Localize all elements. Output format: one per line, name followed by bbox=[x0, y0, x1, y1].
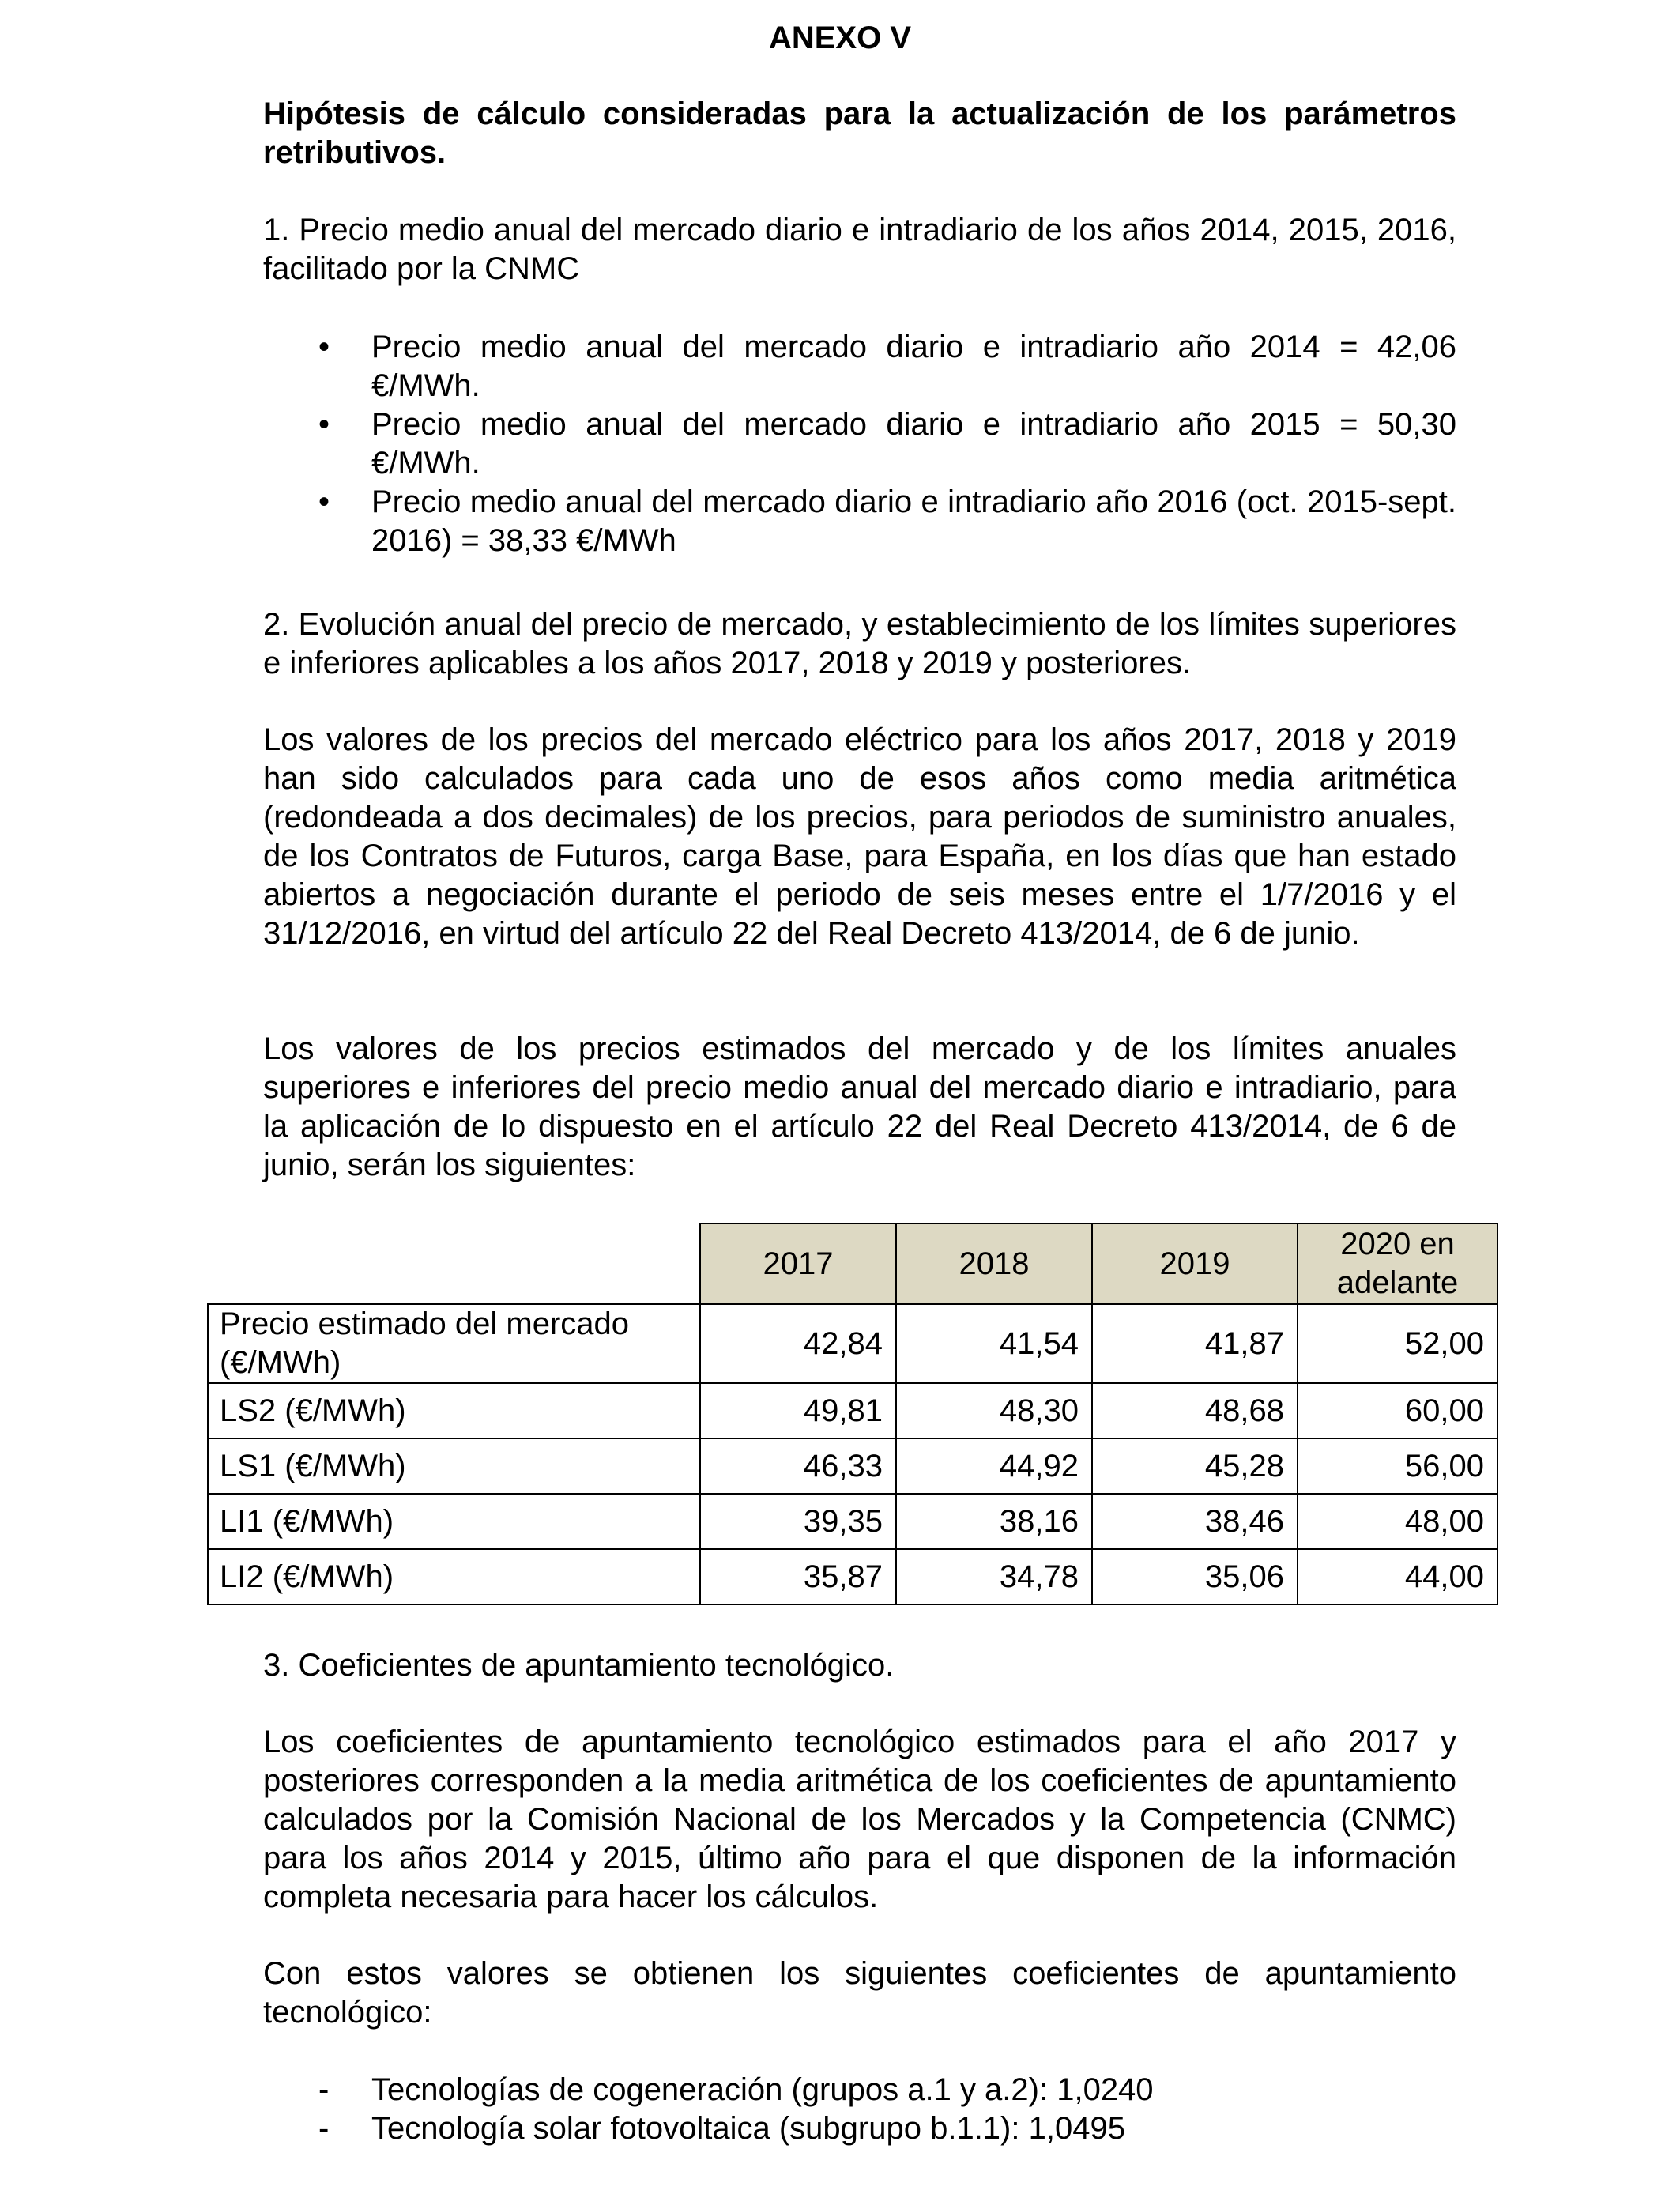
dash-icon: - bbox=[318, 2111, 330, 2146]
table-row bbox=[208, 1549, 1497, 1604]
column-header: 2020 en adelante bbox=[1298, 1223, 1497, 1304]
table-row bbox=[208, 1438, 1497, 1494]
table-cell: 42,84 bbox=[700, 1304, 896, 1383]
list-item bbox=[263, 405, 1456, 483]
row-label: Precio estimado del mercado (€/MWh) bbox=[208, 1304, 700, 1383]
column-header: 2018 bbox=[896, 1223, 1092, 1304]
row-label: LS1 (€/MWh) bbox=[208, 1438, 700, 1494]
table-cell: 48,00 bbox=[1298, 1494, 1497, 1549]
row-label: LI1 (€/MWh) bbox=[208, 1494, 700, 1549]
table-cell: 38,46 bbox=[1092, 1494, 1298, 1549]
table-cell: 44,00 bbox=[1298, 1549, 1497, 1604]
market-price-limits-table bbox=[207, 1223, 1498, 1605]
table-cell: 48,68 bbox=[1092, 1383, 1298, 1438]
table-row bbox=[208, 1494, 1497, 1549]
bullet-text: Precio medio anual del mercado diario e intradiario año 2014 = 42,06 €/MWh. bbox=[371, 330, 1456, 403]
section-1-bullet-list bbox=[263, 328, 1456, 560]
bullet-text: Precio medio anual del mercado diario e intradiario año 2016 (oct. 2015-sept. 2016) = 38,33 €/MWh bbox=[371, 484, 1456, 558]
table-row bbox=[208, 1304, 1497, 1383]
list-item-text: Tecnologías de cogeneración (grupos a.1 y a.2): 1,0240 bbox=[371, 2072, 1154, 2107]
column-header: 2017 bbox=[700, 1223, 896, 1304]
bullet-icon: • bbox=[318, 407, 330, 442]
table-row bbox=[208, 1383, 1497, 1438]
table-cell: 34,78 bbox=[896, 1549, 1092, 1604]
bullet-icon: • bbox=[318, 330, 330, 364]
table-cell: 41,54 bbox=[896, 1304, 1092, 1383]
list-item bbox=[263, 2071, 1456, 2109]
list-item-text: Tecnología solar fotovoltaica (subgrupo b.1.1): 1,0495 bbox=[371, 2111, 1125, 2146]
section-3-paragraph-1: Los coeficientes de apuntamiento tecnológico estimados para el año 2017 y posteriores corresponden a la media aritmética de los coeficientes de apuntamiento calculados por la Comisión Nacional de los Mercados y la Competencia (CNMC) para los años 2014 y 2015, último año para el que disponen de la información completa necesaria para hacer los cálculos. bbox=[263, 1725, 1456, 1914]
table-cell: 45,28 bbox=[1092, 1438, 1298, 1494]
table-cell: 39,35 bbox=[700, 1494, 896, 1549]
column-header: 2019 bbox=[1092, 1223, 1298, 1304]
table-cell: 49,81 bbox=[700, 1383, 896, 1438]
table-cell: 44,92 bbox=[896, 1438, 1092, 1494]
table-cell: 35,87 bbox=[700, 1549, 896, 1604]
section-3-title: 3. Coeficientes de apuntamiento tecnológico. bbox=[263, 1648, 895, 1683]
list-item bbox=[263, 328, 1456, 405]
table-cell: 52,00 bbox=[1298, 1304, 1497, 1383]
bullet-icon: • bbox=[318, 484, 330, 519]
table-cell: 48,30 bbox=[896, 1383, 1092, 1438]
row-label: LI2 (€/MWh) bbox=[208, 1549, 700, 1604]
table-cell: 35,06 bbox=[1092, 1549, 1298, 1604]
table-header-row bbox=[208, 1223, 1497, 1304]
section-3-coefficient-list bbox=[263, 2071, 1456, 2148]
row-label: LS2 (€/MWh) bbox=[208, 1383, 700, 1438]
section-3-paragraph-2: Con estos valores se obtienen los siguientes coeficientes de apuntamiento tecnológico: bbox=[263, 1956, 1456, 2030]
table-cell: 46,33 bbox=[700, 1438, 896, 1494]
table-corner-cell bbox=[208, 1223, 700, 1304]
table-cell: 56,00 bbox=[1298, 1438, 1497, 1494]
section-2-title: 2. Evolución anual del precio de mercado, y establecimiento de los límites superiores e inferiores aplicables a los años 2017, 2018 y 2019 y posteriores. bbox=[263, 607, 1456, 680]
section-1-title: 1. Precio medio anual del mercado diario e intradiario de los años 2014, 2015, 2016, facilitado por la CNMC bbox=[263, 213, 1456, 286]
document-heading: Hipótesis de cálculo consideradas para la actualización de los parámetros retributivos. bbox=[263, 96, 1456, 170]
list-item bbox=[263, 2109, 1456, 2148]
table-cell: 60,00 bbox=[1298, 1383, 1497, 1438]
annex-title: ANEXO V bbox=[768, 21, 912, 55]
list-item bbox=[263, 483, 1456, 560]
section-2-paragraph-2: Los valores de los precios estimados del mercado y de los límites anuales superiores e inferiores del precio medio anual del mercado diario e intradiario, para la aplicación de lo dispuesto en el artículo 22 del Real Decreto 413/2014, de 6 de junio, serán los siguientes: bbox=[263, 1031, 1456, 1182]
section-2-paragraph-1: Los valores de los precios del mercado eléctrico para los años 2017, 2018 y 2019 han sido calculados para cada uno de esos años como media aritmética (redondeada a dos decimales) de los precios, para periodos de suministro anuales, de los Contratos de Futuros, carga Base, para España, en los días que han estado abiertos a negociación durante el periodo de seis meses entre el 1/7/2016 y el 31/12/2016, en virtud del artículo 22 del Real Decreto 413/2014, de 6 de junio. bbox=[263, 722, 1456, 951]
table-cell: 38,16 bbox=[896, 1494, 1092, 1549]
dash-icon: - bbox=[318, 2072, 330, 2107]
bullet-text: Precio medio anual del mercado diario e intradiario año 2015 = 50,30 €/MWh. bbox=[371, 407, 1456, 481]
table-cell: 41,87 bbox=[1092, 1304, 1298, 1383]
